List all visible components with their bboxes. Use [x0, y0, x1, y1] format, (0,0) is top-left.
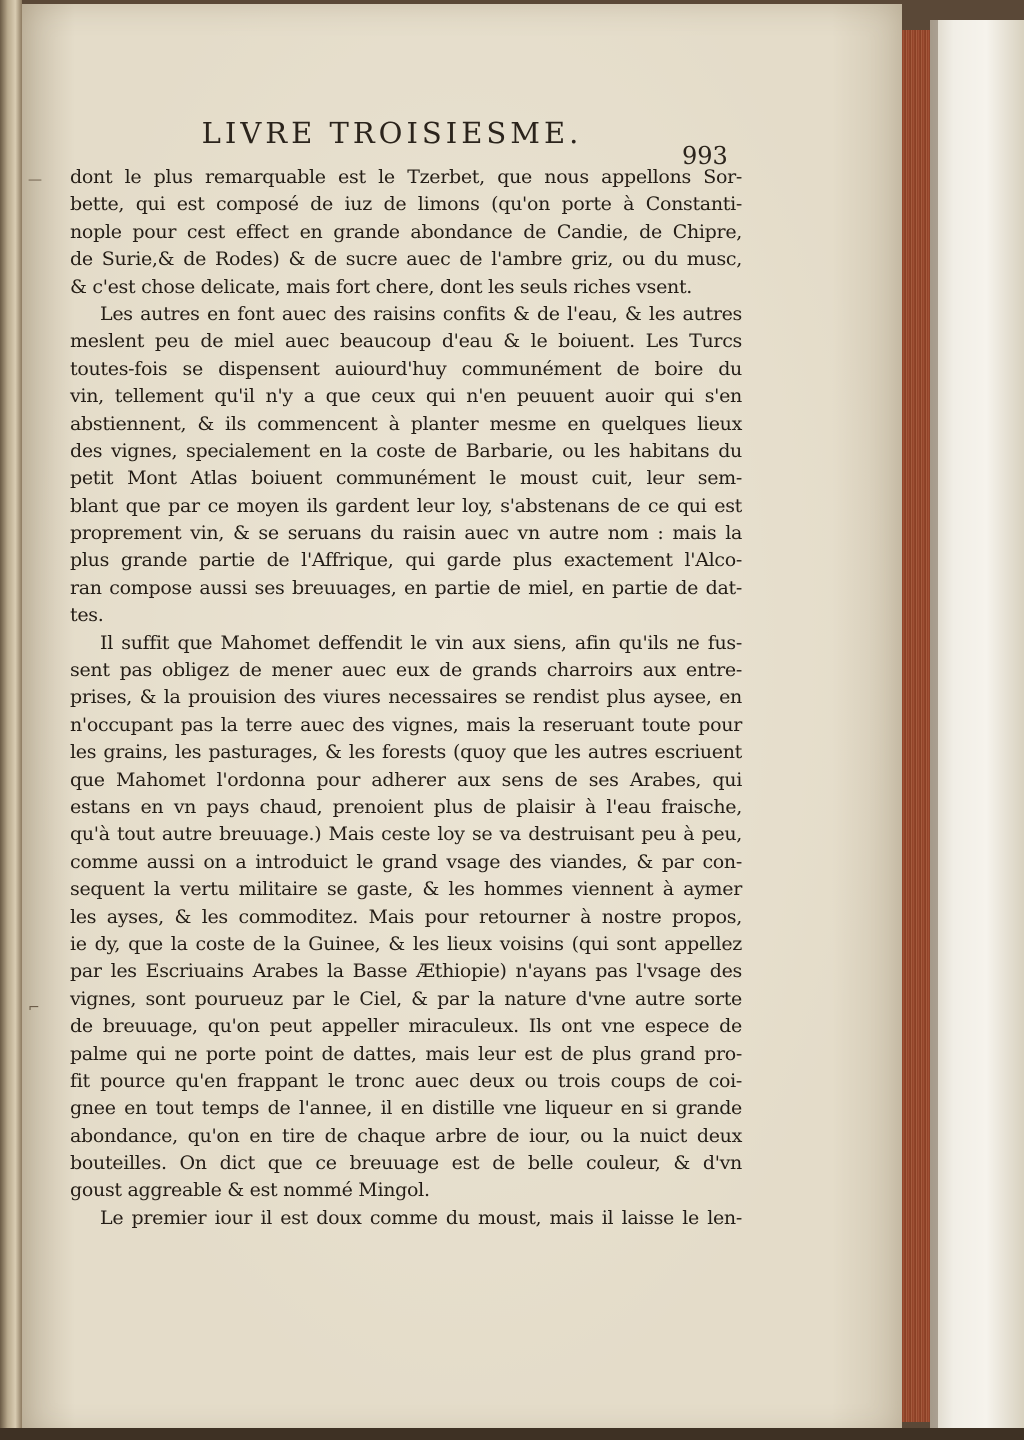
text-line: de Surie,& de Rodes) & de sucre auec de l'ambre griz, ou du musc, — [70, 248, 742, 271]
running-head-title: LIVRE TROISIESME. — [201, 116, 583, 150]
text-line: sent pas obligez de mener auec eux de grands charroirs aux entre- — [70, 659, 742, 682]
text-line: comme aussi on a introduict le grand vsage des viandes, & par con- — [70, 850, 742, 873]
text-line: ran compose aussi ses breuuages, en partie de miel, en partie de dat- — [70, 576, 742, 599]
text-line: proprement vin, & se seruans du raisin auec vn autre nom : mais la — [70, 522, 742, 545]
text-line: par les Escriuains Arabes la Basse Æthiopie) n'ayans pas l'vsage des — [70, 960, 742, 983]
book-fore-edge — [902, 30, 930, 1422]
running-head — [22, 116, 902, 150]
text-line: Il suffit que Mahomet deffendit le vin aux siens, afin qu'ils ne fus- — [100, 631, 742, 654]
body-text — [70, 164, 742, 1232]
text-line: & c'est chose delicate, mais fort chere, dont les seuls riches vsent. — [70, 275, 693, 298]
text-line: prises, & la prouision des viures necessaires se rendist plus aysee, en — [70, 686, 742, 709]
text-line: bette, qui est composé de iuz de limons (qu'on porte à Constanti- — [70, 193, 742, 216]
text-line: gnee en tout temps de l'annee, il en distille vne liqueur en si grande — [70, 1097, 742, 1120]
text-line: qu'à tout autre breuuage.) Mais ceste loy se va destruisant peu à peu, — [70, 823, 742, 846]
bottom-background — [0, 1428, 1024, 1440]
margin-dash-mark: — — [28, 172, 42, 188]
book-page — [22, 4, 902, 1436]
text-line: ie dy, que la coste de la Guinee, & les lieux voisins (qui sont appellez — [70, 932, 742, 955]
text-line: de breuuage, qu'on peut appeller miraculeux. Ils ont vne espece de — [70, 1015, 742, 1038]
book-cover-board — [930, 20, 1024, 1430]
cover-shadow — [930, 20, 938, 1430]
text-line: des vignes, specialement en la coste de Barbarie, ou les habitans du — [70, 439, 742, 462]
text-line: Les autres en font auec des raisins confits & de l'eau, & les autres — [100, 302, 742, 325]
text-line: sequent la vertu militaire se gaste, & les hommes viennent à aymer — [70, 878, 742, 901]
text-line: bouteilles. On dict que ce breuuage est de belle couleur, & d'vn — [70, 1152, 742, 1175]
text-line: que Mahomet l'ordonna pour adherer aux sens de ses Arabes, qui — [70, 768, 742, 791]
text-line: petit Mont Atlas boiuent communément le moust cuit, leur sem- — [70, 467, 742, 490]
text-line: estans en vn pays chaud, prenoient plus de plaisir à l'eau fraische, — [70, 795, 742, 818]
facing-page-edge — [0, 0, 22, 1440]
text-line: meslent peu de miel auec beaucoup d'eau & le boiuent. Les Turcs — [70, 330, 742, 353]
text-line: n'occupant pas la terre auec des vignes, mais la reseruant toute pour — [70, 713, 742, 736]
text-line: vignes, sont pourueuz par le Ciel, & par la nature d'vne autre sorte — [70, 987, 742, 1010]
text-line: dont le plus remarquable est le Tzerbet, que nous appellons Sor- — [70, 166, 742, 188]
margin-bracket-mark: ⌐ — [28, 1000, 40, 1016]
page-number: 993 — [682, 142, 728, 170]
text-line: abstiennent, & ils commencent à planter mesme en quelques lieux — [70, 412, 742, 435]
text-line: abondance, qu'on en tire de chaque arbre de iour, ou la nuict deux — [70, 1124, 742, 1147]
text-line: Le premier iour il est doux comme du moust, mais il laisse le len- — [100, 1206, 742, 1229]
text-line: blant que par ce moyen ils gardent leur loy, s'abstenans de ce qui est — [70, 494, 742, 517]
text-line: les ayses, & les commoditez. Mais pour retourner à nostre propos, — [70, 905, 742, 928]
text-line: fit pource qu'en frappant le tronc auec deux ou trois coups de coi- — [70, 1069, 742, 1092]
text-line: palme qui ne porte point de dattes, mais leur est de plus grand pro- — [70, 1042, 742, 1065]
text-line: plus grande partie de l'Affrique, qui garde plus exactement l'Alco- — [70, 549, 742, 572]
text-line: les grains, les pasturages, & les forests (quoy que les autres escriuent — [70, 741, 742, 764]
text-line: vin, tellement qu'il n'y a que ceux qui n'en peuuent auoir qui s'en — [70, 385, 742, 408]
text-line: tes. — [70, 604, 104, 627]
text-line: nople pour cest effect en grande abondance de Candie, de Chipre, — [70, 220, 742, 243]
text-line: goust aggreable & est nommé Mingol. — [70, 1179, 430, 1202]
text-line: toutes-fois se dispensent auiourd'huy communément de boire du — [70, 357, 742, 380]
